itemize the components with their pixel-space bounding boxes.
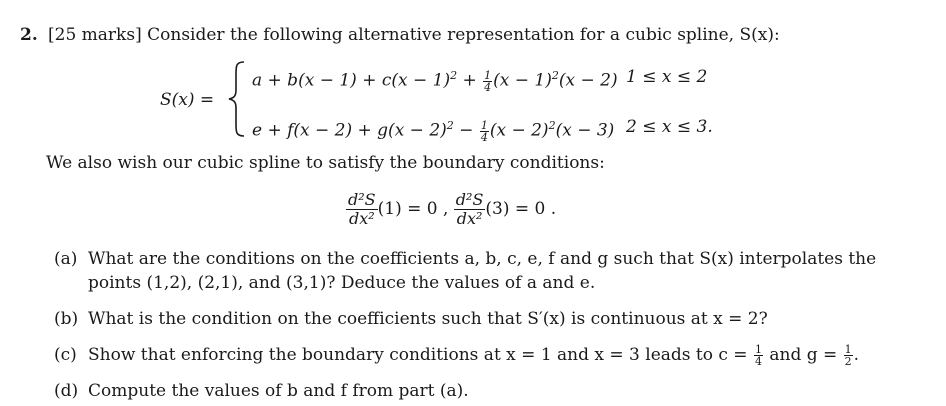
second-derivative-fraction: $\frac{\text{d²S}}{\text{dx²}}$	[348, 190, 376, 228]
part-b-label: (b)	[54, 309, 79, 329]
question-number: 2.	[20, 25, 38, 45]
part-b-text: What is the condition on the coefficients such that S′(x) is continuous at x = 2?	[88, 309, 768, 329]
second-derivative-fraction: $\frac{\text{d²S}}{\text{dx²}}$	[455, 190, 484, 228]
piece-one-domain: 1 ≤ x ≤ 2	[626, 67, 708, 87]
part-c-label: (c)	[54, 345, 77, 365]
piece-two-expression: $e + f(x - 2) + g(x - 2)^2$ − $\frac{1}{4}$ $(x - 2)^2(x - 3)$	[252, 118, 615, 144]
quarter-fraction: $\frac{1}{4}$	[484, 68, 492, 94]
part-a-label: (a)	[54, 249, 78, 269]
g-value-fraction: $\frac{1}{2}$	[844, 343, 852, 368]
boundary-intro: We also wish our cubic spline to satisfy the boundary conditions:	[46, 153, 605, 173]
question-header	[48, 24, 780, 46]
piece-two-domain: 2 ≤ x ≤ 3.	[626, 117, 713, 137]
part-c-text: Show that enforcing the boundary conditions at x = 1 and x = 3 leads to c = $\frac{1}{4}$ and g = $\frac{1}{2}$ .	[88, 343, 860, 368]
boundary-conditions: $\frac{\text{d²S}}{\text{dx²}}$ (1) = 0 , $\frac{\text{d²S}}{\text{dx²}}$ (3) = 0 .	[348, 190, 557, 228]
left-brace-icon	[226, 60, 248, 138]
question-intro: Consider the following alternative representation for a cubic spline, S(x):	[147, 25, 780, 45]
c-value-fraction: $\frac{1}{4}$	[754, 343, 762, 368]
question-marks: [25 marks]	[48, 25, 142, 45]
spline-lhs: S(x) =	[160, 90, 215, 110]
part-a-text-continued: points (1,2), (2,1), and (3,1)? Deduce the values of a and e.	[88, 273, 596, 293]
part-a-text: What are the conditions on the coefficients a, b, c, e, f and g such that S(x) interpolates the	[88, 249, 877, 269]
piece-one-expression: $a + b(x - 1) + c(x - 1)^2$ + $\frac{1}{4}$ $(x - 1)^2(x - 2)$	[252, 68, 618, 94]
part-d-label: (d)	[54, 381, 79, 401]
quarter-fraction: $\frac{1}{4}$	[480, 118, 488, 144]
part-d-text: Compute the values of b and f from part (a).	[88, 381, 469, 401]
